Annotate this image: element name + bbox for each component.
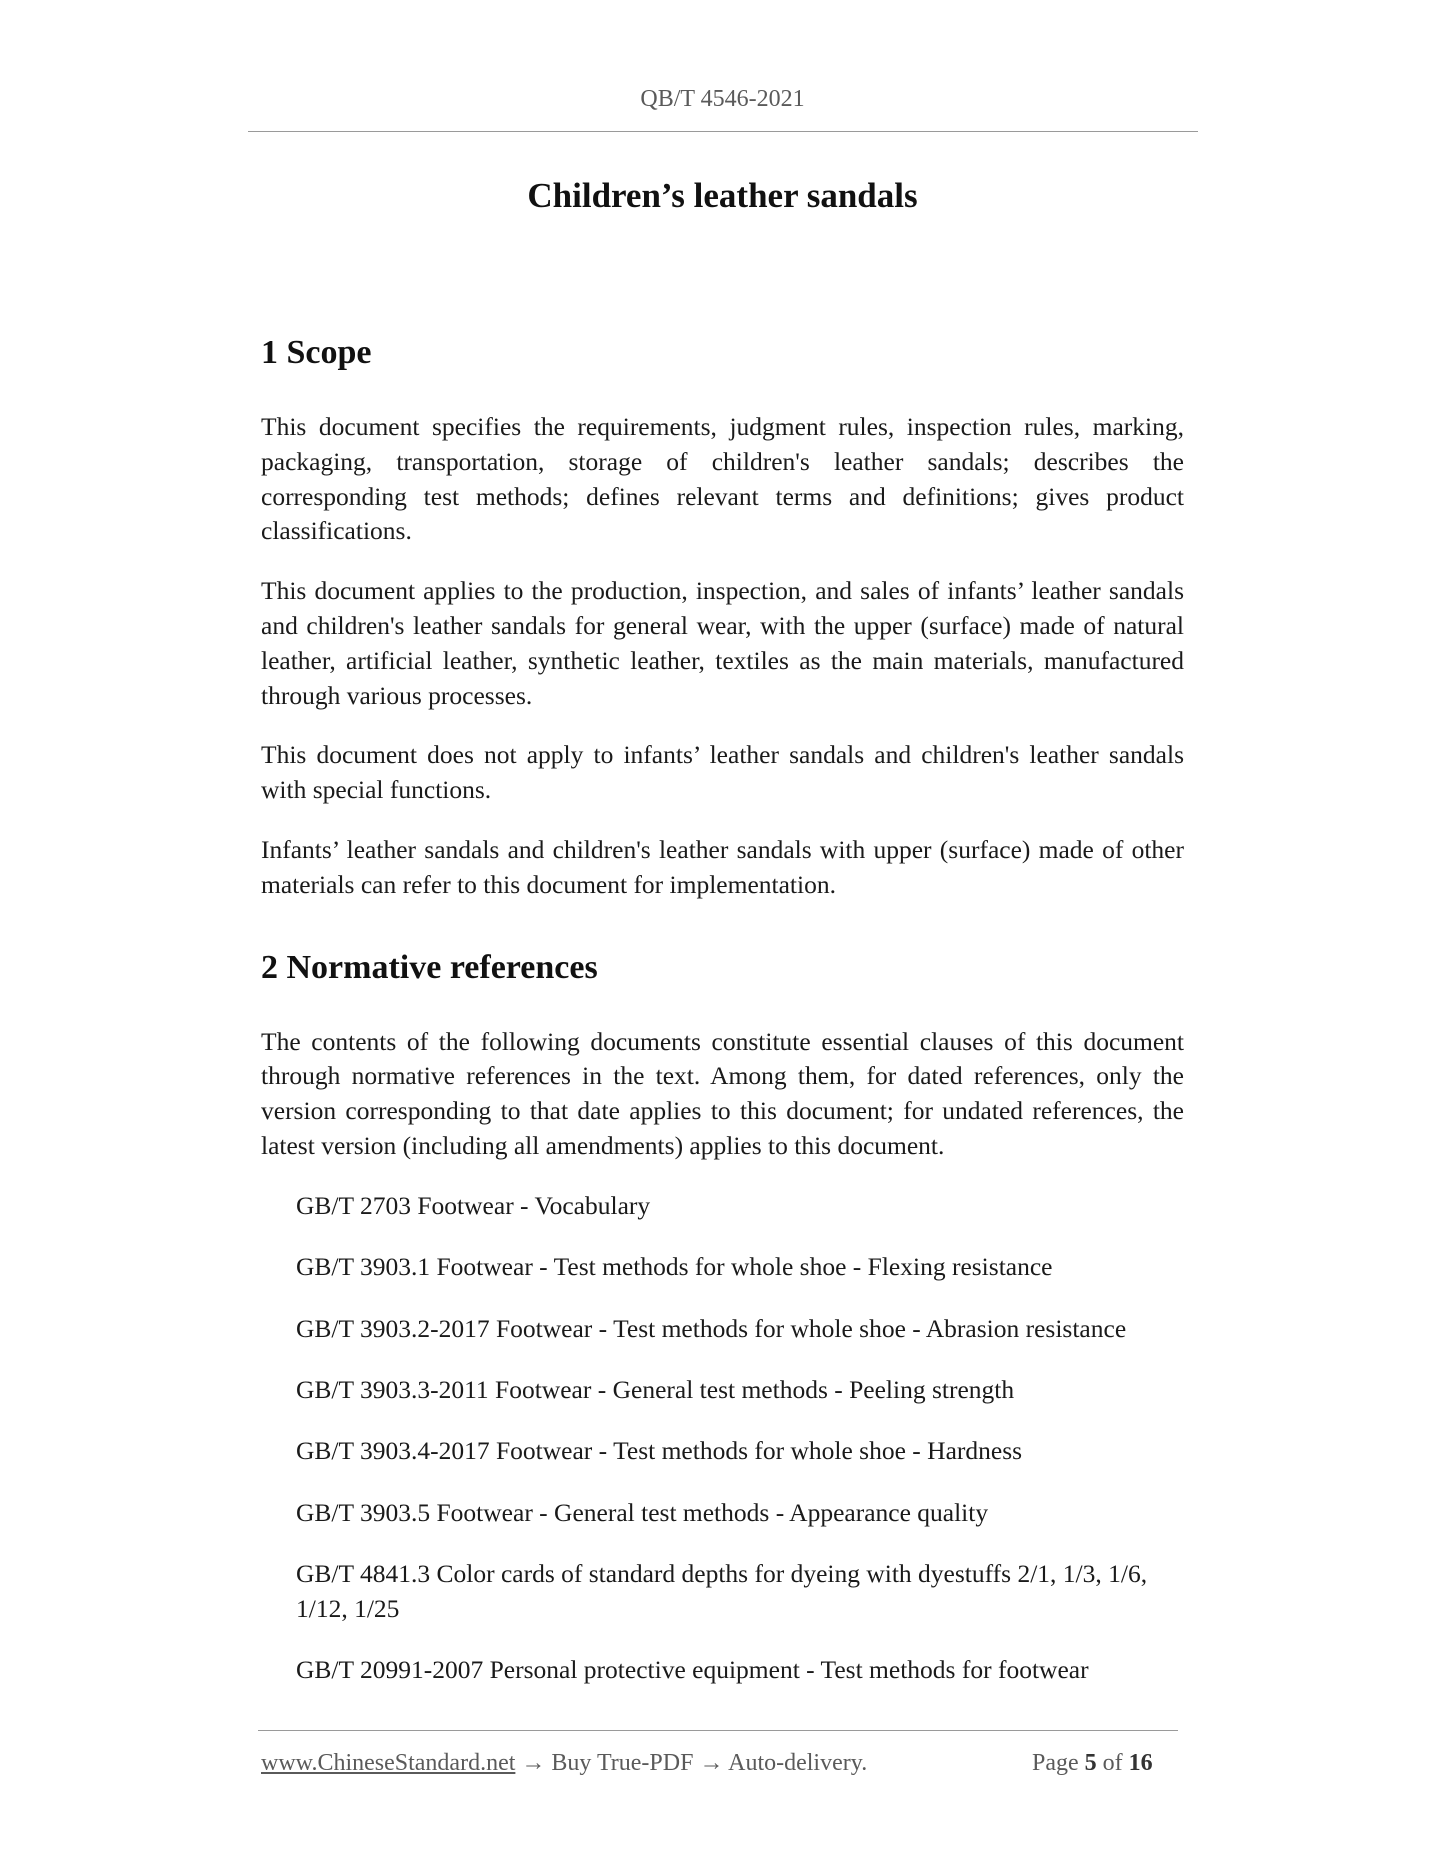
reference-list [261,1189,1184,1688]
scope-paragraph: This document applies to the production, inspection, and sales of infants’ leather sandals and children's leather sandals for general wear, with the upper (surface) made of natural leather, artificial leather, synthetic leather, textiles as the main materials, manufactured through various processes. [261,576,1184,710]
reference-item: GB/T 3903.2-2017 Footwear - Test methods for whole shoe - Abrasion resistance [296,1313,1127,1343]
scope-paragraph: This document does not apply to infants’ leather sandals and children's leather sandals with special functions. [261,740,1184,805]
footer-divider [258,1730,1178,1731]
scope-paragraph: Infants’ leather sandals and children's leather sandals with upper (surface) made of other materials can refer to this document for implementation. [261,834,1184,899]
reference-item: GB/T 3903.4-2017 Footwear - Test methods for whole shoe - Hardness [296,1436,1023,1466]
footer-promo [261,1750,867,1777]
reference-item: GB/T 3903.5 Footwear - General test methods - Appearance quality [296,1497,989,1527]
document-body [261,330,1184,1715]
page-of-label: of [1102,1750,1123,1776]
reference-item: GB/T 4841.3 Color cards of standard depths for dyeing with dyestuffs 2/1, 1/3, 1/6, 1/12, 1/25 [296,1559,1148,1623]
document-title: Children’s leather sandals [527,176,918,215]
reference-item: GB/T 3903.3-2011 Footwear - General test methods - Peeling strength [296,1374,1015,1404]
chinesestandard-link[interactable]: www.ChineseStandard.net [261,1750,516,1776]
page-current-number: 5 [1084,1750,1097,1776]
page-total-number: 16 [1128,1750,1153,1776]
normative-intro-paragraph: The contents of the following documents constitute essential clauses of this document through normative references in the text. Among them, for dated references, only the version corresponding to that date applies to this document; for undated references, the latest version (including all amendments) applies to this document. [261,1026,1184,1160]
reference-item: GB/T 3903.1 Footwear - Test methods for whole shoe - Flexing resistance [296,1252,1053,1282]
scope-paragraphs [261,410,1184,903]
scope-paragraph: This document specifies the requirements, judgment rules, inspection rules, marking, packaging, transportation, storage of children's leather sandals; describes the corresponding test methods; defines relevant terms and definitions; gives product classifications. [261,412,1184,546]
reference-item: GB/T 2703 Footwear - Vocabulary [296,1190,651,1220]
page-label: Page [1032,1750,1079,1776]
header-divider [248,131,1198,132]
document-code-header: QB/T 4546-2021 [640,86,805,112]
page-indicator [1032,1750,1153,1777]
reference-item: GB/T 20991-2007 Personal protective equipment - Test methods for footwear [296,1655,1089,1685]
section-heading-normative-references: 2 Normative references [261,948,598,986]
section-heading-scope: 1 Scope [261,334,372,371]
footer-promo-text: → Buy True-PDF → Auto-delivery. [515,1750,868,1776]
